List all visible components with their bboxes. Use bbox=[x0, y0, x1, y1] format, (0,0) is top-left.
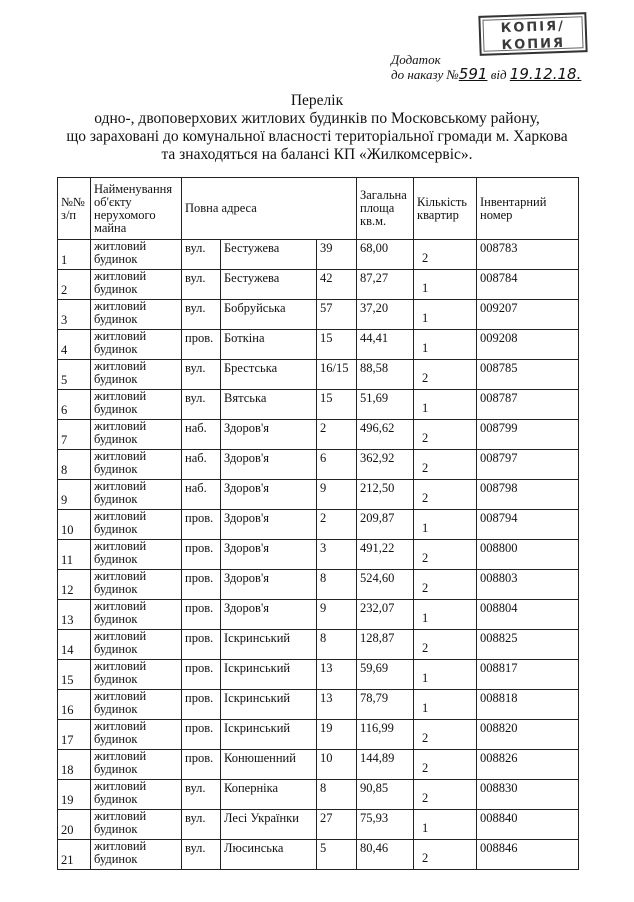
inventory-number: 008797 bbox=[477, 450, 579, 480]
inventory-number: 008840 bbox=[477, 810, 579, 840]
table-row bbox=[58, 690, 579, 720]
house-number: 42 bbox=[317, 270, 357, 300]
street-name: Конюшенний bbox=[221, 750, 317, 780]
table-row bbox=[58, 600, 579, 630]
flats-count: 2 bbox=[414, 240, 477, 270]
row-number: 19 bbox=[58, 780, 91, 810]
house-number: 8 bbox=[317, 780, 357, 810]
row-number: 7 bbox=[58, 420, 91, 450]
table-row bbox=[58, 270, 579, 300]
street-type: пров. bbox=[182, 660, 221, 690]
object-name: житловий будинок bbox=[91, 690, 182, 720]
flats-count: 1 bbox=[414, 600, 477, 630]
street-name: Здоров'я bbox=[221, 540, 317, 570]
row-number: 10 bbox=[58, 510, 91, 540]
object-name: житловий будинок bbox=[91, 840, 182, 870]
object-name: житловий будинок bbox=[91, 420, 182, 450]
street-name: Вятська bbox=[221, 390, 317, 420]
object-name: житловий будинок bbox=[91, 750, 182, 780]
street-type: пров. bbox=[182, 630, 221, 660]
street-type: пров. bbox=[182, 540, 221, 570]
copy-stamp bbox=[478, 12, 587, 56]
object-name: житловий будинок bbox=[91, 300, 182, 330]
table-row bbox=[58, 390, 579, 420]
street-name: Здоров'я bbox=[221, 450, 317, 480]
object-name: житловий будинок bbox=[91, 570, 182, 600]
table-row bbox=[58, 420, 579, 450]
total-area: 524,60 bbox=[357, 570, 414, 600]
document-title bbox=[0, 92, 634, 164]
house-number: 27 bbox=[317, 810, 357, 840]
house-number: 8 bbox=[317, 630, 357, 660]
object-name: житловий будинок bbox=[91, 780, 182, 810]
street-type: наб. bbox=[182, 420, 221, 450]
row-number: 16 bbox=[58, 690, 91, 720]
street-name: Здоров'я bbox=[221, 480, 317, 510]
street-name: Бестужева bbox=[221, 270, 317, 300]
row-number: 14 bbox=[58, 630, 91, 660]
inventory-number: 008800 bbox=[477, 540, 579, 570]
flats-count: 2 bbox=[414, 360, 477, 390]
total-area: 37,20 bbox=[357, 300, 414, 330]
row-number: 15 bbox=[58, 660, 91, 690]
street-name: Бестужева bbox=[221, 240, 317, 270]
row-number: 20 bbox=[58, 810, 91, 840]
row-number: 3 bbox=[58, 300, 91, 330]
inventory-number: 008783 bbox=[477, 240, 579, 270]
table-row bbox=[58, 660, 579, 690]
flats-count: 2 bbox=[414, 840, 477, 870]
row-number: 21 bbox=[58, 840, 91, 870]
street-name: Бобруйська bbox=[221, 300, 317, 330]
flats-count: 1 bbox=[414, 390, 477, 420]
flats-count: 1 bbox=[414, 300, 477, 330]
inventory-number: 008799 bbox=[477, 420, 579, 450]
header-name: Найменування об'єкту нерухомого майна bbox=[91, 178, 182, 240]
total-area: 209,87 bbox=[357, 510, 414, 540]
street-type: пров. bbox=[182, 570, 221, 600]
inventory-number: 008826 bbox=[477, 750, 579, 780]
header-flats: Кількість квартир bbox=[414, 178, 477, 240]
street-type: вул. bbox=[182, 810, 221, 840]
total-area: 496,62 bbox=[357, 420, 414, 450]
row-number: 1 bbox=[58, 240, 91, 270]
table-row bbox=[58, 810, 579, 840]
total-area: 87,27 bbox=[357, 270, 414, 300]
object-name: житловий будинок bbox=[91, 720, 182, 750]
table-row bbox=[58, 540, 579, 570]
flats-count: 2 bbox=[414, 630, 477, 660]
street-name: Здоров'я bbox=[221, 600, 317, 630]
street-type: наб. bbox=[182, 480, 221, 510]
street-name: Здоров'я bbox=[221, 420, 317, 450]
inventory-number: 008818 bbox=[477, 690, 579, 720]
street-name: Люсинська bbox=[221, 840, 317, 870]
flats-count: 1 bbox=[414, 330, 477, 360]
street-type: наб. bbox=[182, 450, 221, 480]
house-number: 6 bbox=[317, 450, 357, 480]
row-number: 11 bbox=[58, 540, 91, 570]
title-line-3: що зараховані до комунальної власності територіальної громади м. Харкова bbox=[66, 128, 568, 145]
flats-count: 1 bbox=[414, 660, 477, 690]
table-row bbox=[58, 780, 579, 810]
object-name: житловий будинок bbox=[91, 600, 182, 630]
flats-count: 2 bbox=[414, 750, 477, 780]
street-type: вул. bbox=[182, 300, 221, 330]
header-address: Повна адреса bbox=[182, 178, 357, 240]
total-area: 232,07 bbox=[357, 600, 414, 630]
house-number: 8 bbox=[317, 570, 357, 600]
table-row bbox=[58, 480, 579, 510]
table-row bbox=[58, 330, 579, 360]
row-number: 12 bbox=[58, 570, 91, 600]
total-area: 144,89 bbox=[357, 750, 414, 780]
order-prefix: до наказу № bbox=[391, 67, 459, 82]
table-row bbox=[58, 720, 579, 750]
inventory-number: 008830 bbox=[477, 780, 579, 810]
street-type: вул. bbox=[182, 240, 221, 270]
street-type: вул. bbox=[182, 360, 221, 390]
total-area: 80,46 bbox=[357, 840, 414, 870]
inventory-number: 008825 bbox=[477, 630, 579, 660]
annex-note bbox=[391, 52, 581, 82]
house-number: 15 bbox=[317, 330, 357, 360]
table-row bbox=[58, 450, 579, 480]
flats-count: 2 bbox=[414, 420, 477, 450]
table-row bbox=[58, 510, 579, 540]
total-area: 116,99 bbox=[357, 720, 414, 750]
street-name: Іскринський bbox=[221, 660, 317, 690]
inventory-number: 008846 bbox=[477, 840, 579, 870]
flats-count: 2 bbox=[414, 540, 477, 570]
house-number: 2 bbox=[317, 420, 357, 450]
flats-count: 1 bbox=[414, 510, 477, 540]
row-number: 5 bbox=[58, 360, 91, 390]
inventory-number: 008817 bbox=[477, 660, 579, 690]
inventory-number: 008803 bbox=[477, 570, 579, 600]
object-name: житловий будинок bbox=[91, 360, 182, 390]
object-name: житловий будинок bbox=[91, 450, 182, 480]
total-area: 491,22 bbox=[357, 540, 414, 570]
flats-count: 1 bbox=[414, 270, 477, 300]
row-number: 4 bbox=[58, 330, 91, 360]
street-type: пров. bbox=[182, 330, 221, 360]
order-number: 591 bbox=[458, 65, 488, 83]
street-name: Здоров'я bbox=[221, 510, 317, 540]
object-name: житловий будинок bbox=[91, 630, 182, 660]
inventory-number: 008804 bbox=[477, 600, 579, 630]
street-type: пров. bbox=[182, 510, 221, 540]
object-name: житловий будинок bbox=[91, 810, 182, 840]
inventory-number: 008787 bbox=[477, 390, 579, 420]
order-date: 19.12.18. bbox=[509, 65, 582, 83]
street-name: Іскринський bbox=[221, 630, 317, 660]
annex-order-line bbox=[391, 67, 581, 82]
object-name: житловий будинок bbox=[91, 270, 182, 300]
row-number: 18 bbox=[58, 750, 91, 780]
row-number: 9 bbox=[58, 480, 91, 510]
flats-count: 2 bbox=[414, 480, 477, 510]
house-number: 16/15 bbox=[317, 360, 357, 390]
street-name: Іскринський bbox=[221, 690, 317, 720]
house-number: 9 bbox=[317, 600, 357, 630]
inventory-number: 008798 bbox=[477, 480, 579, 510]
object-name: житловий будинок bbox=[91, 660, 182, 690]
house-number: 39 bbox=[317, 240, 357, 270]
house-number: 5 bbox=[317, 840, 357, 870]
house-number: 2 bbox=[317, 510, 357, 540]
table-row bbox=[58, 360, 579, 390]
flats-count: 2 bbox=[414, 780, 477, 810]
total-area: 362,92 bbox=[357, 450, 414, 480]
total-area: 78,79 bbox=[357, 690, 414, 720]
street-type: вул. bbox=[182, 780, 221, 810]
flats-count: 2 bbox=[414, 570, 477, 600]
annex-label: Додаток bbox=[391, 52, 441, 67]
object-name: житловий будинок bbox=[91, 390, 182, 420]
stamp-line-2: КОПИЯ bbox=[501, 35, 566, 54]
total-area: 212,50 bbox=[357, 480, 414, 510]
house-number: 13 bbox=[317, 660, 357, 690]
object-name: житловий будинок bbox=[91, 540, 182, 570]
table-row bbox=[58, 300, 579, 330]
date-prefix: від bbox=[490, 67, 507, 82]
street-type: пров. bbox=[182, 600, 221, 630]
street-name: Іскринський bbox=[221, 720, 317, 750]
inventory-number: 009207 bbox=[477, 300, 579, 330]
object-name: житловий будинок bbox=[91, 480, 182, 510]
street-type: пров. bbox=[182, 690, 221, 720]
house-number: 10 bbox=[317, 750, 357, 780]
total-area: 75,93 bbox=[357, 810, 414, 840]
house-number: 3 bbox=[317, 540, 357, 570]
house-number: 13 bbox=[317, 690, 357, 720]
total-area: 68,00 bbox=[357, 240, 414, 270]
inventory-number: 008794 bbox=[477, 510, 579, 540]
buildings-table bbox=[57, 177, 579, 870]
street-type: пров. bbox=[182, 750, 221, 780]
street-name: Лесі Українки bbox=[221, 810, 317, 840]
street-name: Брестська bbox=[221, 360, 317, 390]
header-area: Загальна площа кв.м. bbox=[357, 178, 414, 240]
house-number: 19 bbox=[317, 720, 357, 750]
row-number: 2 bbox=[58, 270, 91, 300]
table-row bbox=[58, 240, 579, 270]
house-number: 57 bbox=[317, 300, 357, 330]
house-number: 15 bbox=[317, 390, 357, 420]
street-name: Боткіна bbox=[221, 330, 317, 360]
row-number: 17 bbox=[58, 720, 91, 750]
total-area: 90,85 bbox=[357, 780, 414, 810]
street-type: вул. bbox=[182, 840, 221, 870]
flats-count: 1 bbox=[414, 690, 477, 720]
street-type: вул. bbox=[182, 270, 221, 300]
table-row bbox=[58, 630, 579, 660]
flats-count: 2 bbox=[414, 720, 477, 750]
table-row bbox=[58, 750, 579, 780]
stamp-line-1: КОПІЯ/ bbox=[500, 18, 566, 37]
street-type: пров. bbox=[182, 720, 221, 750]
inventory-number: 008820 bbox=[477, 720, 579, 750]
inventory-number: 008785 bbox=[477, 360, 579, 390]
total-area: 88,58 bbox=[357, 360, 414, 390]
title-line-1: Перелік bbox=[290, 92, 344, 109]
total-area: 51,69 bbox=[357, 390, 414, 420]
street-name: Коперніка bbox=[221, 780, 317, 810]
table-row bbox=[58, 570, 579, 600]
table-header-row bbox=[58, 178, 579, 240]
street-type: вул. bbox=[182, 390, 221, 420]
total-area: 44,41 bbox=[357, 330, 414, 360]
table-row bbox=[58, 840, 579, 870]
inventory-number: 009208 bbox=[477, 330, 579, 360]
street-name: Здоров'я bbox=[221, 570, 317, 600]
header-num: №№ з/п bbox=[58, 178, 91, 240]
row-number: 8 bbox=[58, 450, 91, 480]
inventory-number: 008784 bbox=[477, 270, 579, 300]
row-number: 6 bbox=[58, 390, 91, 420]
total-area: 128,87 bbox=[357, 630, 414, 660]
title-line-2: одно-, двоповерхових житлових будинків по Московському району, bbox=[94, 110, 540, 127]
flats-count: 2 bbox=[414, 450, 477, 480]
object-name: житловий будинок bbox=[91, 240, 182, 270]
object-name: житловий будинок bbox=[91, 330, 182, 360]
row-number: 13 bbox=[58, 600, 91, 630]
title-line-4: та знаходяться на балансі КП «Жилкомсервіс». bbox=[161, 146, 473, 163]
header-inventory: Інвентарний номер bbox=[477, 178, 579, 240]
object-name: житловий будинок bbox=[91, 510, 182, 540]
flats-count: 1 bbox=[414, 810, 477, 840]
total-area: 59,69 bbox=[357, 660, 414, 690]
house-number: 9 bbox=[317, 480, 357, 510]
